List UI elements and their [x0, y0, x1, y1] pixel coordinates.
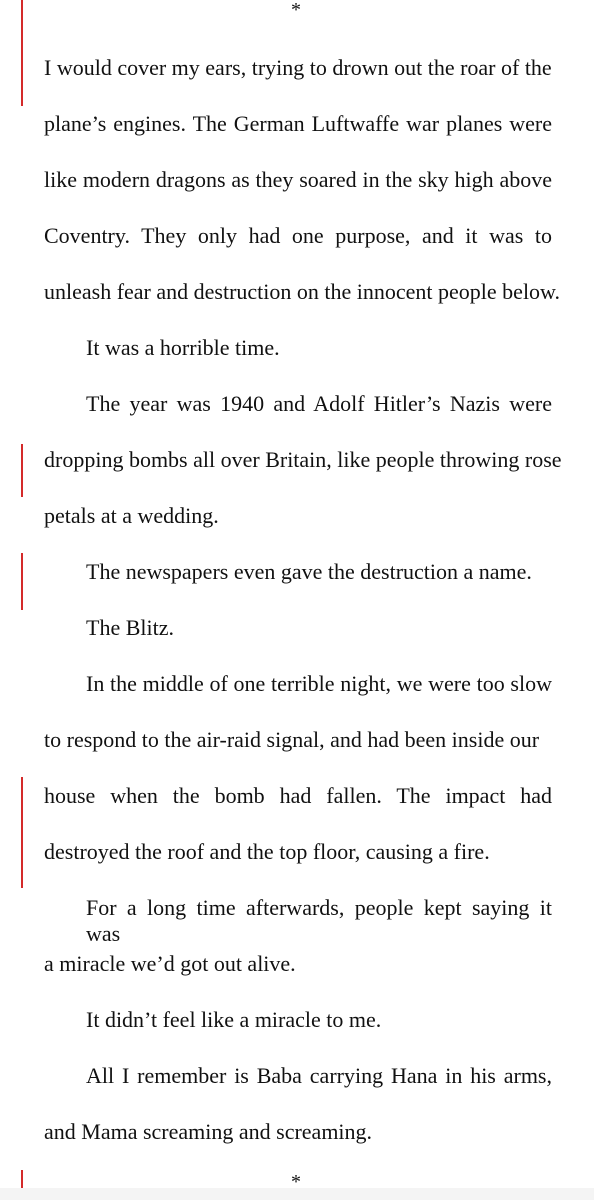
- revision-change-bar: [21, 777, 23, 888]
- text-line: plane’s engines. The German Luftwaffe war planes were: [44, 111, 552, 136]
- text-line: a miracle we’d got out alive.: [44, 951, 296, 976]
- text-line: The newspapers even gave the destruction a name.: [86, 559, 532, 584]
- text-line: The year was 1940 and Adolf Hitler’s Nazis were: [86, 391, 552, 416]
- revision-change-bar: [21, 553, 23, 610]
- text-line: Coventry. They only had one purpose, and it was to: [44, 223, 552, 248]
- revision-change-bar: [21, 444, 23, 497]
- revision-change-bar: [21, 0, 23, 106]
- text-line: petals at a wedding.: [44, 503, 219, 528]
- revision-change-bar: [21, 1170, 23, 1190]
- text-line: unleash fear and destruction on the innocent people below.: [44, 279, 561, 304]
- text-line: It was a horrible time.: [86, 335, 280, 360]
- text-line: destroyed the roof and the top floor, causing a fire.: [44, 839, 490, 864]
- text-line: and Mama screaming and screaming.: [44, 1119, 373, 1144]
- text-line: All I remember is Baba carrying Hana in his arms,: [86, 1063, 552, 1088]
- text-line: In the middle of one terrible night, we were too slow: [86, 671, 552, 696]
- text-line: to respond to the air-raid signal, and had been inside our: [44, 727, 540, 752]
- text-line: house when the bomb had fallen. The impact had: [44, 783, 552, 808]
- text-line: The Blitz.: [86, 615, 174, 640]
- text-line: It didn’t feel like a miracle to me.: [86, 1007, 382, 1032]
- text-line: like modern dragons as they soared in the sky high above: [44, 167, 552, 192]
- text-line: dropping bombs all over Britain, like people throwing rose: [44, 447, 562, 472]
- text-line: I would cover my ears, trying to drown out the roar of the: [44, 55, 552, 80]
- section-separator-bottom: *: [291, 1171, 301, 1193]
- text-line: For a long time afterwards, people kept saying it was: [86, 895, 552, 946]
- section-separator-top: *: [291, 0, 301, 21]
